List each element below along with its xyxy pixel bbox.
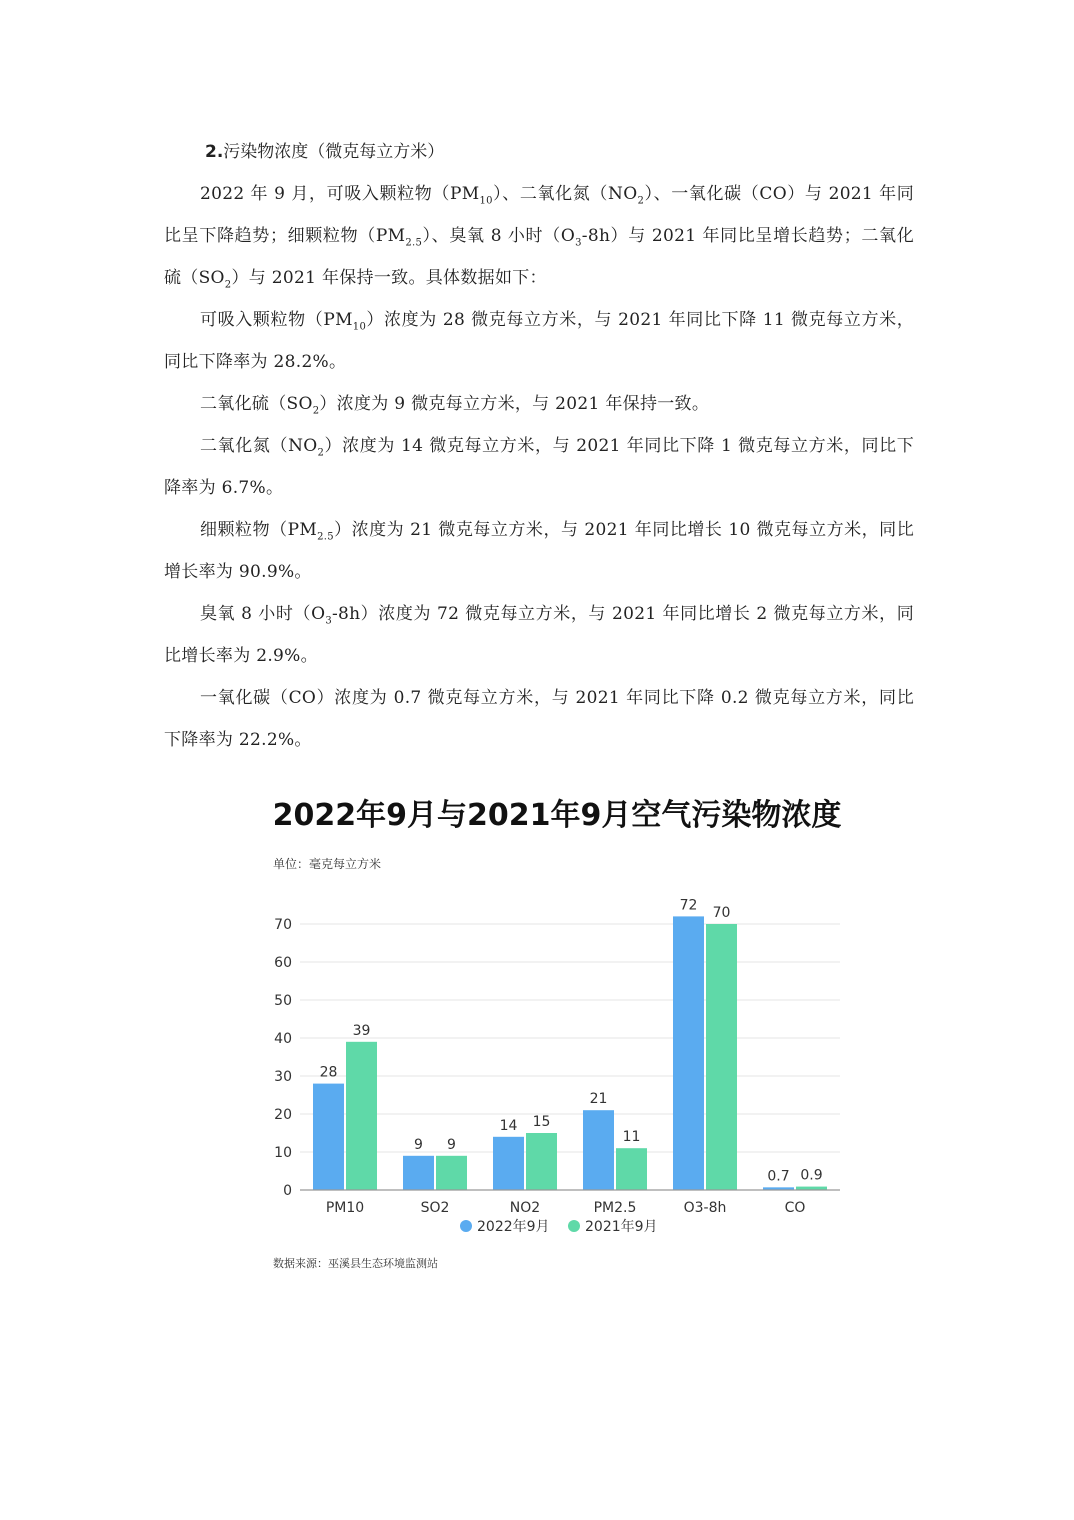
bar-O3-8h-0 — [673, 916, 704, 1190]
data-label: 21 — [589, 1091, 608, 1108]
data-label: 0.9 — [800, 1167, 823, 1184]
paragraph-text: -8h）与 2021 年同比呈增长趋势；二氧化硫（SO — [164, 226, 914, 288]
legend-label: 2021年9月 — [585, 1219, 658, 1235]
y-tick-label: 50 — [274, 993, 292, 1009]
data-label: 11 — [622, 1129, 641, 1146]
subscript: 2.5 — [405, 237, 423, 249]
x-tick-label: NO2 — [509, 1200, 541, 1216]
y-tick-label: 20 — [274, 1107, 292, 1123]
y-tick-label: 70 — [274, 917, 292, 933]
bar-SO2-1 — [436, 1156, 467, 1190]
bar-PM10-0 — [313, 1084, 344, 1190]
legend-label: 2022年9月 — [477, 1219, 550, 1235]
paragraph-text: ）浓度为 21 微克每立方米，与 2021 年同比增长 10 微克每立方米，同比增长率为 90.9%。 — [164, 520, 915, 582]
paragraph-text: -8h）浓度为 72 微克每立方米，与 2021 年同比增长 2 微克每立方米，同比增长率为 2.9%。 — [164, 604, 914, 666]
y-tick-label: 60 — [274, 955, 292, 971]
paragraph-text: ）与 2021 年保持一致。具体数据如下： — [231, 268, 547, 288]
x-tick-label: SO2 — [420, 1200, 450, 1216]
paragraph-text: ）浓度为 9 微克每立方米，与 2021 年保持一致。 — [319, 394, 710, 414]
paragraph-text: ）、二氧化氮（NO — [492, 184, 638, 204]
y-tick-label: 30 — [274, 1069, 292, 1085]
bar-PM2.5-0 — [583, 1110, 614, 1190]
bar-NO2-1 — [526, 1133, 557, 1190]
legend-marker — [460, 1220, 472, 1232]
subscript: 2 — [317, 447, 325, 459]
y-tick-label: 40 — [274, 1031, 292, 1047]
subscript: 2.5 — [317, 531, 334, 543]
bar-NO2-0 — [493, 1137, 524, 1190]
data-label: 9 — [414, 1136, 423, 1153]
x-tick-label: PM2.5 — [593, 1200, 637, 1216]
chart-source-label: 数据来源：巫溪县生态环境监测站 — [273, 1257, 438, 1270]
paragraph-text: 二氧化硫（SO — [200, 394, 313, 414]
chart-unit-label: 单位：毫克每立方米 — [273, 857, 382, 871]
subscript: 3 — [325, 615, 332, 627]
paragraph-text: ）浓度为 14 微克每立方米，与 2021 年同比下降 1 微克每立方米，同比下降率为 6.7%。 — [164, 436, 914, 498]
paragraph-text: 细颗粒物（PM — [200, 520, 318, 540]
subscript: 2 — [637, 195, 645, 207]
paragraph-text: ）、臭氧 8 小时（O — [422, 226, 576, 246]
x-tick-label: O3-8h — [683, 1200, 727, 1216]
heading-number: 2. — [205, 142, 224, 162]
bar-PM2.5-1 — [616, 1148, 647, 1190]
subscript: 2 — [224, 279, 232, 291]
data-label: 14 — [499, 1117, 518, 1134]
data-label: 70 — [712, 905, 731, 921]
paragraph-text: ）浓度为 28 微克每立方米，与 2021 年同比下降 11 微克每立方米，同比下降率为 28.2%。 — [164, 310, 914, 372]
chart-title: 2022年9月与2021年9月空气污染物浓度 — [272, 798, 842, 833]
subscript: 3 — [575, 237, 582, 249]
x-tick-label: PM10 — [325, 1200, 365, 1216]
legend-marker — [568, 1220, 580, 1232]
subscript: 10 — [479, 195, 493, 207]
paragraph-text: 可吸入颗粒物（PM — [200, 310, 353, 330]
paragraph-text: 臭氧 8 小时（O — [200, 604, 326, 624]
data-label: 15 — [532, 1114, 551, 1130]
paragraph-text: 2022 年 9 月，可吸入颗粒物（PM — [200, 184, 480, 204]
data-label: 28 — [319, 1064, 338, 1081]
data-label: 9 — [447, 1136, 456, 1153]
data-label: 39 — [352, 1022, 371, 1039]
y-tick-label: 10 — [274, 1145, 292, 1161]
heading-text: 污染物浓度（微克每立方米） — [223, 142, 445, 162]
paragraph-text: 二氧化氮（NO — [200, 436, 318, 456]
paragraph-text: ）、一氧化碳（CO）与 2021 年同比呈下降趋势；细颗粒物（PM — [164, 184, 915, 246]
subscript: 10 — [352, 321, 367, 333]
x-tick-label: CO — [784, 1200, 806, 1216]
paragraph-text: 一氧化碳（CO）浓度为 0.7 微克每立方米，与 2021 年同比下降 0.2 微克每立方米，同比下降率为 22.2%。 — [164, 688, 914, 750]
bar-SO2-0 — [403, 1156, 434, 1190]
subscript: 2 — [312, 405, 320, 417]
data-label: 0.7 — [767, 1168, 790, 1185]
y-tick-label: 0 — [283, 1183, 292, 1199]
bar-O3-8h-1 — [706, 924, 737, 1190]
bar-PM10-1 — [346, 1042, 377, 1190]
data-label: 72 — [679, 897, 698, 914]
